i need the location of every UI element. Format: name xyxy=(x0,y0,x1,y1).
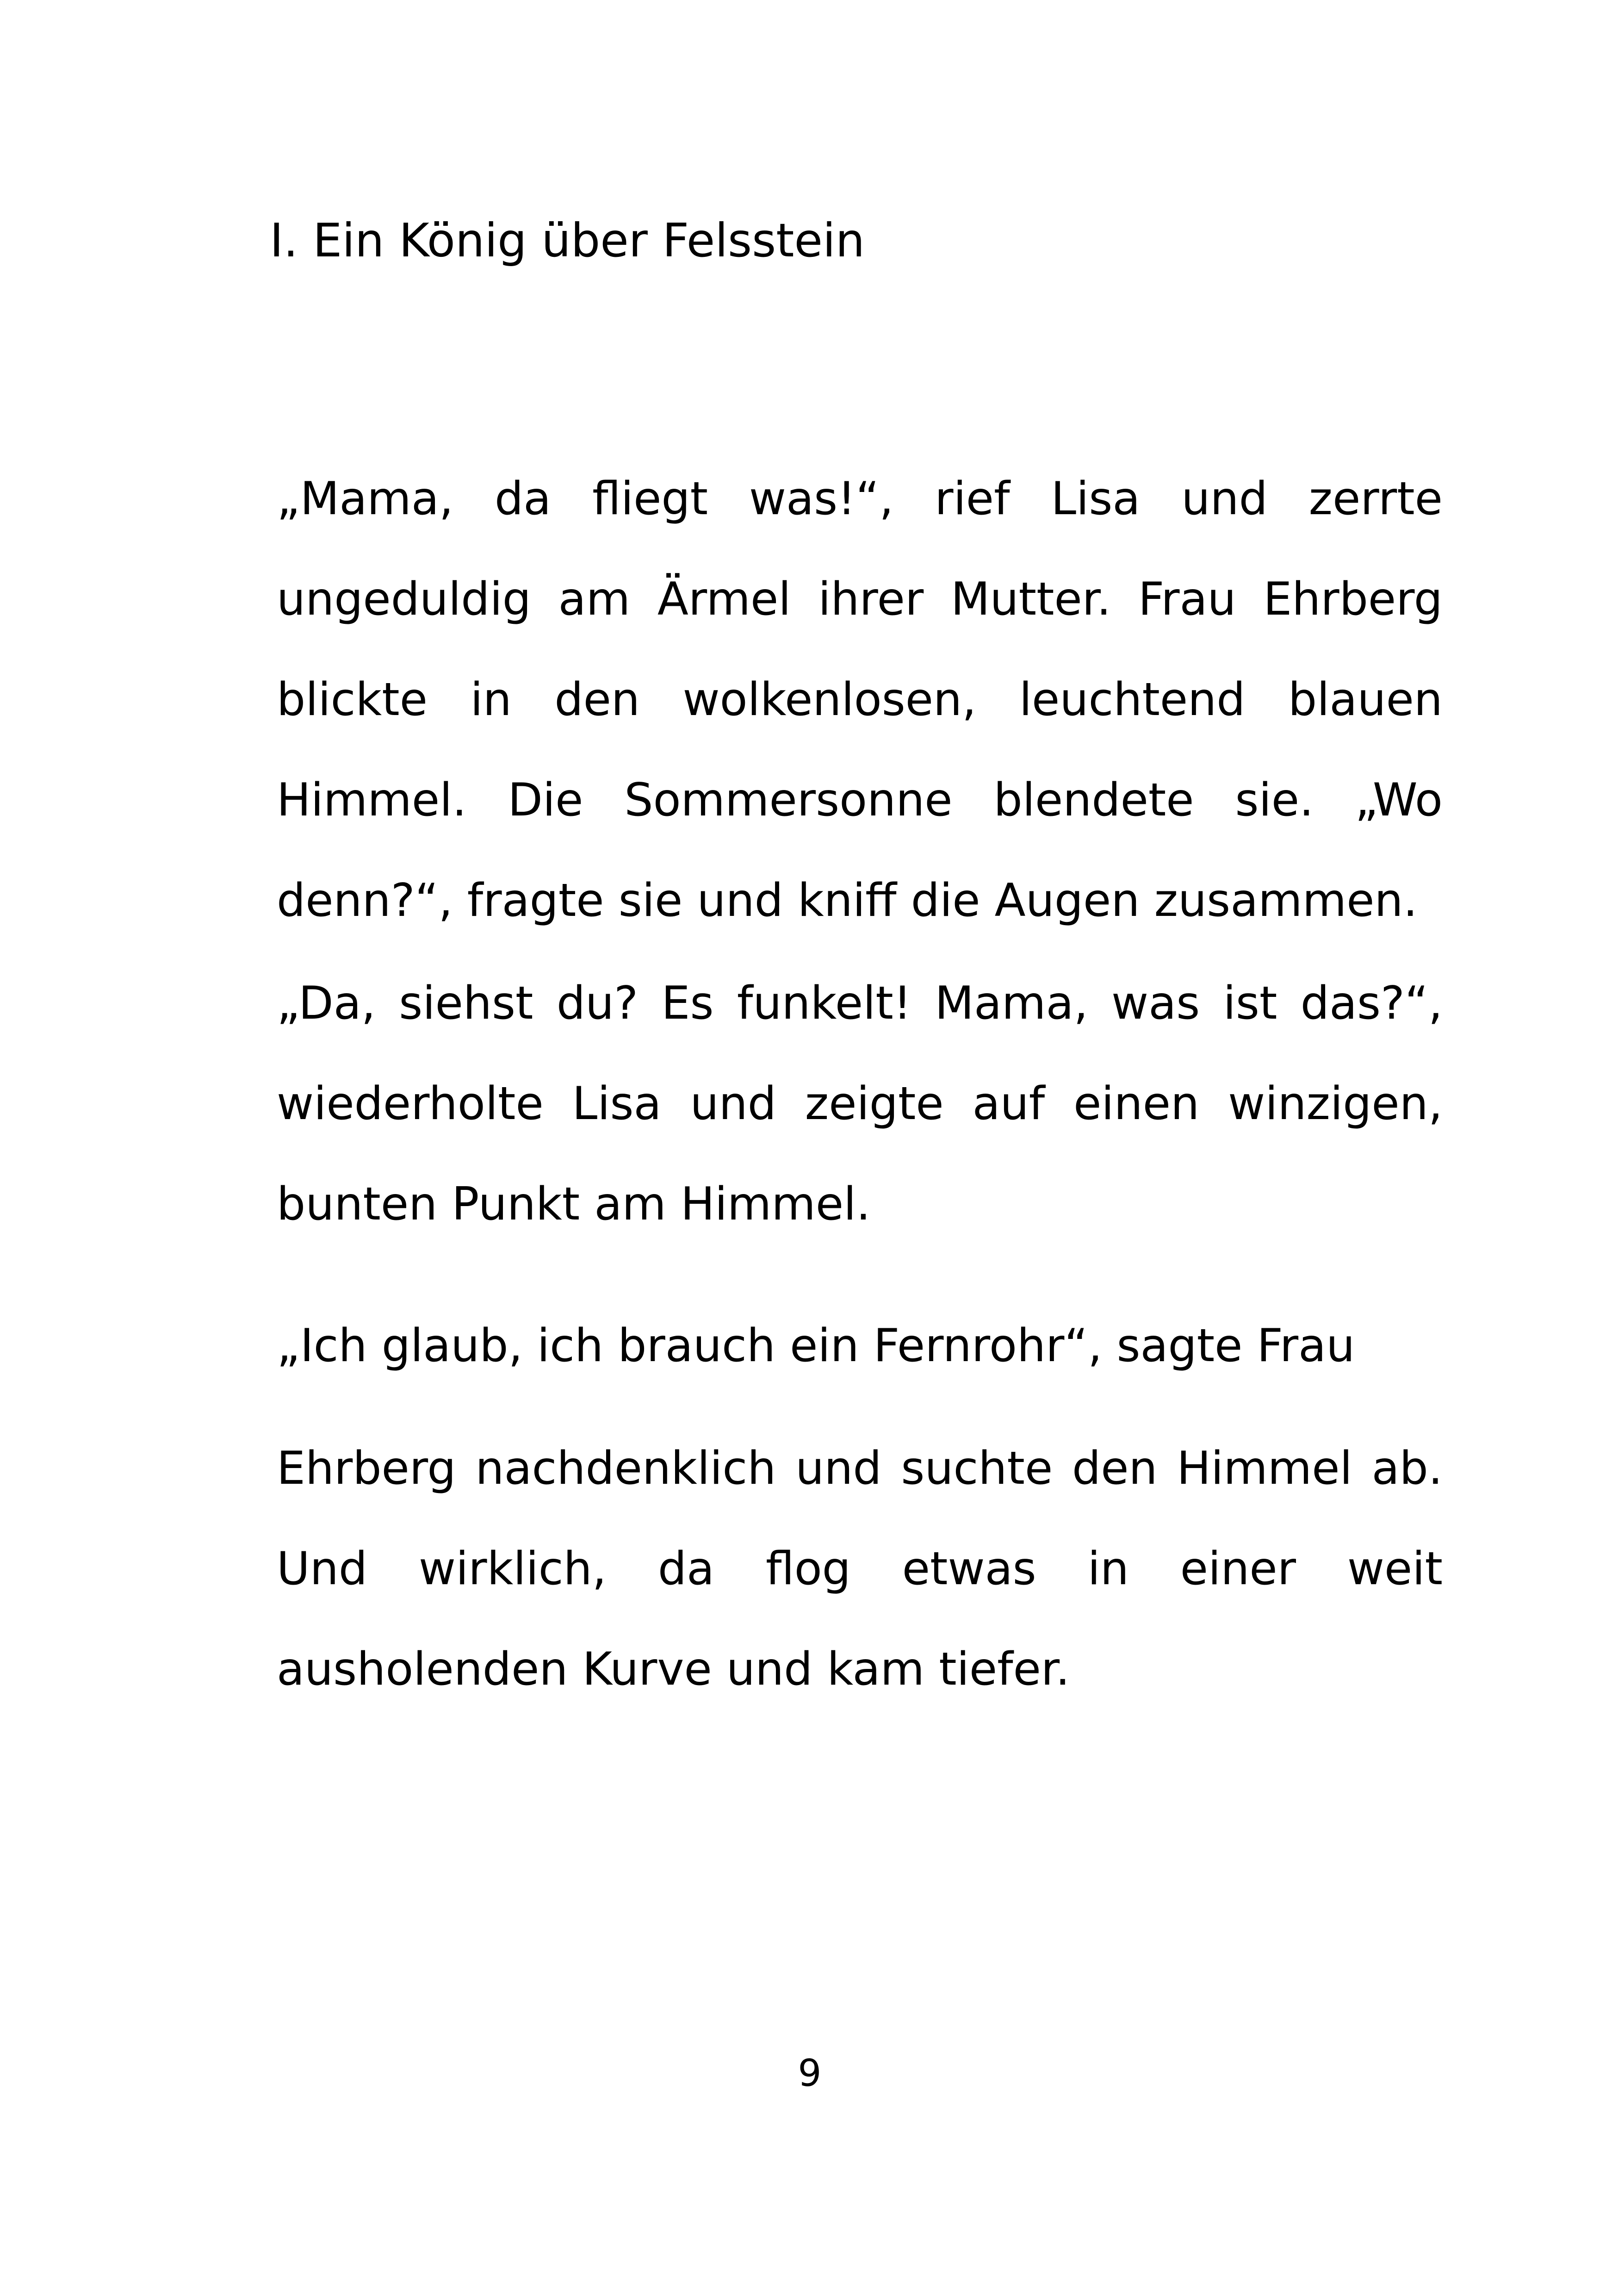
paragraph-4: Ehrberg nachdenklich und suchte den Himmel ab. Und wirklich, da flog etwas in einer weit ausholenden Kurve und kam tiefer. xyxy=(277,1442,1443,1696)
paragraph-1: „Mama, da fliegt was!“, rief Lisa und zerrte ungeduldig am Ärmel ihrer Mutter. Frau Ehrberg blickte in den wolkenlosen, leuchtend blauen Himmel. Die Sommersonne blendete sie. „Wo denn?“, fragte sie und kniff die Augen zusammen. xyxy=(277,473,1443,927)
page-number: 9 xyxy=(798,2052,822,2095)
paragraph-2: „Da, siehst du? Es funkelt! Mama, was ist das?“, wiederholte Lisa und zeigte auf einen winzigen, bunten Punkt am Himmel. xyxy=(277,977,1443,1231)
paragraph-3: „Ich glaub, ich brauch ein Fernrohr“, sagte Frau xyxy=(277,1319,1355,1372)
chapter-title: I. Ein König über Felsstein xyxy=(270,213,865,268)
